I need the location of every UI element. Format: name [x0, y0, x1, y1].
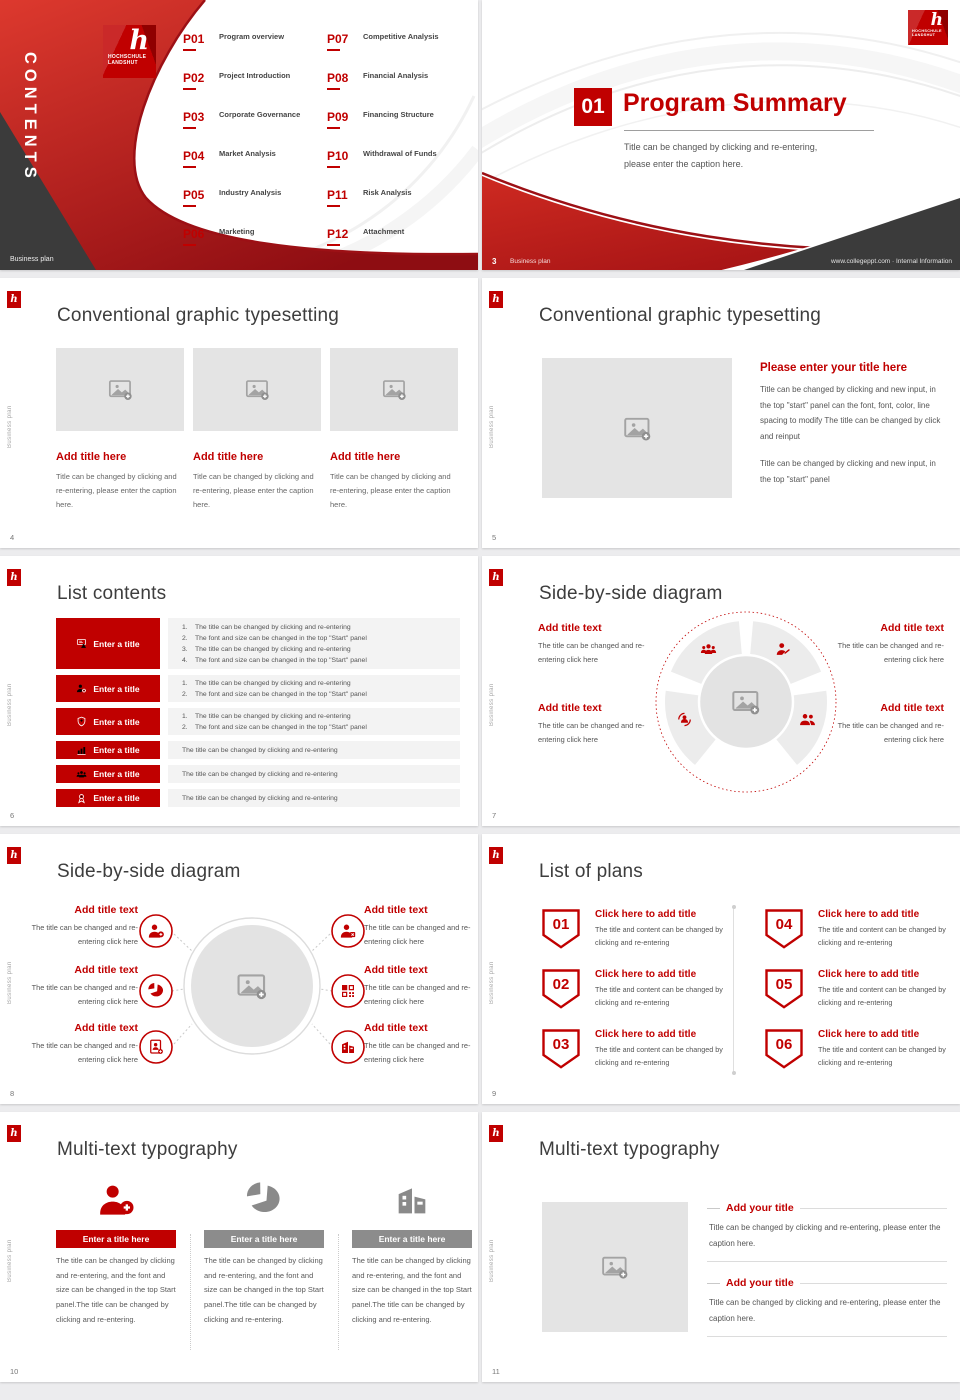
- slide-title: Multi-text typography: [539, 1139, 720, 1160]
- image-placeholder[interactable]: [542, 1202, 688, 1332]
- slide-title: Side-by-side diagram: [57, 861, 241, 882]
- logo-mark: h: [7, 1125, 21, 1142]
- logo-mark: h: [489, 291, 503, 308]
- plan-item: Click here to add title The title and content can be changed by clicking and re-entering: [595, 969, 723, 1007]
- list-row-content: 1. The title can be changed by clicking and re-entering 2. The font and size can be changed in the top "Start" panel: [168, 708, 460, 735]
- slide-list-of-plans[interactable]: [482, 834, 960, 1104]
- sidebar-business-plan-label: Business plan: [7, 961, 13, 1004]
- card-title: Add title here: [193, 451, 264, 463]
- plan-item: Click here to add title The title and content can be changed by clicking and re-entering: [818, 1029, 946, 1067]
- image-add-icon: [600, 1252, 630, 1282]
- toc-item-p09[interactable]: P09 Financing Structure: [327, 108, 472, 129]
- logo-mark: h: [7, 569, 21, 586]
- page-number: 3: [492, 257, 497, 266]
- column-separator: [338, 1234, 339, 1350]
- image-placeholder[interactable]: [56, 348, 184, 431]
- slide-multi-text-columns[interactable]: [0, 1112, 478, 1382]
- diagram-item-right-3: Add title text The title can be changed and re-entering click here: [364, 1022, 471, 1064]
- text-block: Add your title Title can be changed by clicking and re-entering, please enter the caption here.: [707, 1202, 947, 1262]
- list-row-content: The title can be changed by clicking and re-entering: [168, 741, 460, 759]
- list-row-content: 1. The title can be changed by clicking and re-entering 2. The font and size can be changed in the top "Start" panel 3. The title can be changed by clicking and re-entering 4. The font and size can be changed in the top "Start" panel: [168, 618, 460, 669]
- logo-mark: h: [489, 1125, 503, 1142]
- plan-number-badge: 05: [765, 969, 803, 1009]
- shield-icon: [76, 716, 87, 727]
- image-card[interactable]: [193, 348, 321, 512]
- body-paragraph-1: Title can be changed by clicking and new input, in the top "start" panel can the font, font, color, line spacing to modify The title can be changed by click and reinput: [760, 385, 941, 441]
- body-paragraph-2: Title can be changed by clicking and new input, in the top "start" panel: [760, 459, 936, 484]
- card-caption: Title can be changed by clicking and re-entering, please enter the caption here.: [193, 472, 314, 509]
- list-row: [56, 765, 460, 783]
- logo-mark: h: [7, 291, 21, 308]
- logo-mark: h: [489, 569, 503, 586]
- image-placeholder[interactable]: [193, 348, 321, 431]
- page-number: 7: [492, 811, 497, 820]
- bar-chart-icon: [76, 745, 87, 756]
- title-underline: [624, 130, 874, 131]
- logo-text: HOCHSCHULE LANDSHUT: [108, 54, 147, 66]
- ring-diagram: [650, 606, 842, 798]
- toc-item-p03[interactable]: P03 Corporate Governance: [183, 108, 328, 129]
- diagram-label-bottom-right: Add title text The title can be changed and re-entering click here: [837, 702, 944, 744]
- section-caption: Title can be changed by clicking and re-entering, please enter the caption here.: [624, 142, 818, 169]
- plan-item: Click here to add title The title and content can be changed by clicking and re-entering: [595, 1029, 723, 1067]
- image-add-icon: [622, 413, 653, 444]
- sidebar-business-plan-label: Business plan: [489, 405, 495, 448]
- column-title-bar[interactable]: Enter a title here: [56, 1230, 176, 1248]
- slide-side-diagram-circle[interactable]: [0, 834, 478, 1104]
- enter-title-button[interactable]: Enter a title: [56, 618, 160, 669]
- sidebar-business-plan-label: Business plan: [489, 683, 495, 726]
- list-rows: [56, 618, 460, 813]
- text-block-heading-row: Add your title: [707, 1277, 947, 1289]
- contents-footer-label: Business plan: [10, 256, 54, 263]
- diagram-label-bottom-left: Add title text The title can be changed and re-entering click here: [538, 702, 645, 744]
- toc-item-p07[interactable]: P07 Competitive Analysis: [327, 30, 472, 51]
- plan-item: Click here to add title The title and content can be changed by clicking and re-entering: [818, 909, 946, 947]
- list-row-content: The title can be changed by clicking and re-entering: [168, 789, 460, 807]
- enter-title-button[interactable]: Enter a title: [56, 708, 160, 735]
- logo-mark: h: [7, 847, 21, 864]
- slide-title: Side-by-side diagram: [539, 583, 723, 604]
- list-row: [56, 789, 460, 807]
- plan-item: Click here to add title The title and content can be changed by clicking and re-entering: [595, 909, 723, 947]
- logo-letter: h: [930, 10, 943, 30]
- diagram-label-top-left: Add title text The title can be changed and re-entering click here: [538, 622, 645, 664]
- slide-title: Multi-text typography: [57, 1139, 238, 1160]
- plan-number-badge: 01: [542, 909, 580, 949]
- list-row-content: The title can be changed by clicking and re-entering: [168, 765, 460, 783]
- list-row: [56, 618, 460, 669]
- toc-item-p11[interactable]: P11 Risk Analysis: [327, 186, 472, 207]
- toc-item-p04[interactable]: P04 Market Analysis: [183, 147, 328, 168]
- column-separator: [190, 1234, 191, 1350]
- footer-business-plan: Business plan: [510, 258, 551, 265]
- card-title: Add title here: [56, 451, 127, 463]
- team-icon: [76, 769, 87, 780]
- section-title: Program Summary: [623, 89, 847, 117]
- contents-vertical-title: CONTENTS: [21, 52, 39, 183]
- plan-number-badge: 02: [542, 969, 580, 1009]
- column-body-text: The title can be changed by clicking and re-entering, and the font and size can be changed in the top Start panel.The title can be changed by clicking and re-entering.: [352, 1256, 472, 1324]
- plan-item: Click here to add title The title and content can be changed by clicking and re-entering: [818, 969, 946, 1007]
- sidebar-business-plan-label: Business plan: [489, 961, 495, 1004]
- university-logo: [908, 10, 948, 45]
- page-number: 10: [10, 1367, 19, 1376]
- column-title-bar[interactable]: Enter a title here: [352, 1230, 472, 1248]
- toc-item-p02[interactable]: P02 Project Introduction: [183, 69, 328, 90]
- toc-item-p10[interactable]: P10 Withdrawal of Funds: [327, 147, 472, 168]
- page-number: 8: [10, 1089, 15, 1098]
- list-row: [56, 708, 460, 735]
- diagram-item-left-2: Add title text The title can be changed and re-entering click here: [31, 964, 138, 1006]
- page-number: 6: [10, 811, 15, 820]
- text-block-heading-row: Add your title: [707, 1202, 947, 1214]
- toc-item-p06[interactable]: P06 Marketing: [183, 225, 328, 246]
- sidebar-business-plan-label: Business plan: [489, 1239, 495, 1282]
- toc-item-p05[interactable]: P05 Industry Analysis: [183, 186, 328, 207]
- user-settings-icon: [76, 683, 87, 694]
- enter-title-button[interactable]: Enter a title: [56, 765, 160, 783]
- image-placeholder[interactable]: [542, 358, 732, 498]
- slide-title: List contents: [57, 583, 167, 604]
- toc-item-p08[interactable]: P08 Financial Analysis: [327, 69, 472, 90]
- image-placeholder[interactable]: [330, 348, 458, 431]
- list-row: [56, 675, 460, 702]
- logo-letter: h: [129, 25, 149, 56]
- building-icon: [384, 1174, 440, 1220]
- slide-conventional-grid[interactable]: [0, 278, 478, 548]
- sidebar-business-plan-label: Business plan: [7, 405, 13, 448]
- page-number: 9: [492, 1089, 497, 1098]
- text-block: Add your title Title can be changed by clicking and re-entering, please enter the caption here.: [707, 1277, 947, 1337]
- medal-icon: [76, 793, 87, 804]
- sidebar-business-plan-label: Business plan: [7, 1239, 13, 1282]
- image-card[interactable]: [330, 348, 458, 512]
- card-caption: Title can be changed by clicking and re-entering, please enter the caption here.: [56, 472, 177, 509]
- section-number: 01: [574, 88, 612, 126]
- slide-section-program-summary[interactable]: [482, 0, 960, 270]
- column-body-text: The title can be changed by clicking and re-entering, and the font and size can be changed in the top Start panel.The title can be changed by clicking and re-entering.: [204, 1256, 324, 1324]
- slide-title: Conventional graphic typesetting: [57, 305, 340, 326]
- plan-number-badge: 06: [765, 1029, 803, 1069]
- card-title: Add title here: [330, 451, 401, 463]
- page-number: 4: [10, 533, 15, 542]
- diagram-item-left-1: Add title text The title can be changed and re-entering click here: [31, 904, 138, 946]
- nurse-person-icon: [88, 1174, 144, 1220]
- body-heading: Please enter your title here: [760, 362, 908, 374]
- toc-item-p12[interactable]: P12 Attachment: [327, 225, 472, 246]
- column-title-bar[interactable]: Enter a title here: [204, 1230, 324, 1248]
- section-background-shapes: [482, 0, 960, 270]
- slide-side-diagram-ring[interactable]: [482, 556, 960, 826]
- sidebar-business-plan-label: Business plan: [7, 683, 13, 726]
- slide-contents[interactable]: [0, 0, 478, 270]
- diagram-label-top-right: Add title text The title can be changed and re-entering click here: [837, 622, 944, 664]
- list-row-content: 1. The title can be changed by clicking and re-entering 2. The font and size can be changed in the top "Start" panel: [168, 675, 460, 702]
- image-add-icon: [244, 376, 271, 403]
- page-number: 11: [492, 1367, 500, 1376]
- diagram-item-left-3: Add title text The title can be changed and re-entering click here: [31, 1022, 138, 1064]
- image-card[interactable]: [56, 348, 184, 512]
- page-number: 5: [492, 533, 497, 542]
- card-caption: Title can be changed by clicking and re-entering, please enter the caption here.: [330, 472, 451, 509]
- slide-title: Conventional graphic typesetting: [539, 305, 822, 326]
- plan-number-badge: 03: [542, 1029, 580, 1069]
- footer-site-info: www.collegeppt.com · Internal Information: [830, 258, 952, 265]
- toc-item-p01[interactable]: P01 Program overview: [183, 30, 328, 51]
- slide-multi-text-image[interactable]: [482, 1112, 960, 1382]
- logo-text: HOCHSCHULE LANDSHUT: [912, 28, 942, 38]
- slide-conventional-single[interactable]: [482, 278, 960, 548]
- plan-number-badge: 04: [765, 909, 803, 949]
- image-add-icon: [107, 376, 134, 403]
- presentation-board-icon: [76, 638, 87, 649]
- pie-chart-icon: [236, 1174, 292, 1220]
- enter-title-button[interactable]: Enter a title: [56, 789, 160, 807]
- logo-mark: h: [489, 847, 503, 864]
- enter-title-button[interactable]: Enter a title: [56, 741, 160, 759]
- slide-title: List of plans: [539, 861, 643, 882]
- university-logo: [103, 25, 156, 78]
- column-body-text: The title can be changed by clicking and re-entering, and the font and size can be changed in the top Start panel.The title can be changed by clicking and re-entering.: [56, 1256, 176, 1324]
- diagram-item-right-2: Add title text The title can be changed and re-entering click here: [364, 964, 471, 1006]
- list-row: [56, 741, 460, 759]
- enter-title-button[interactable]: Enter a title: [56, 675, 160, 702]
- slide-list-contents[interactable]: [0, 556, 478, 826]
- diagram-item-right-1: Add title text The title can be changed and re-entering click here: [364, 904, 471, 946]
- image-add-icon: [381, 376, 408, 403]
